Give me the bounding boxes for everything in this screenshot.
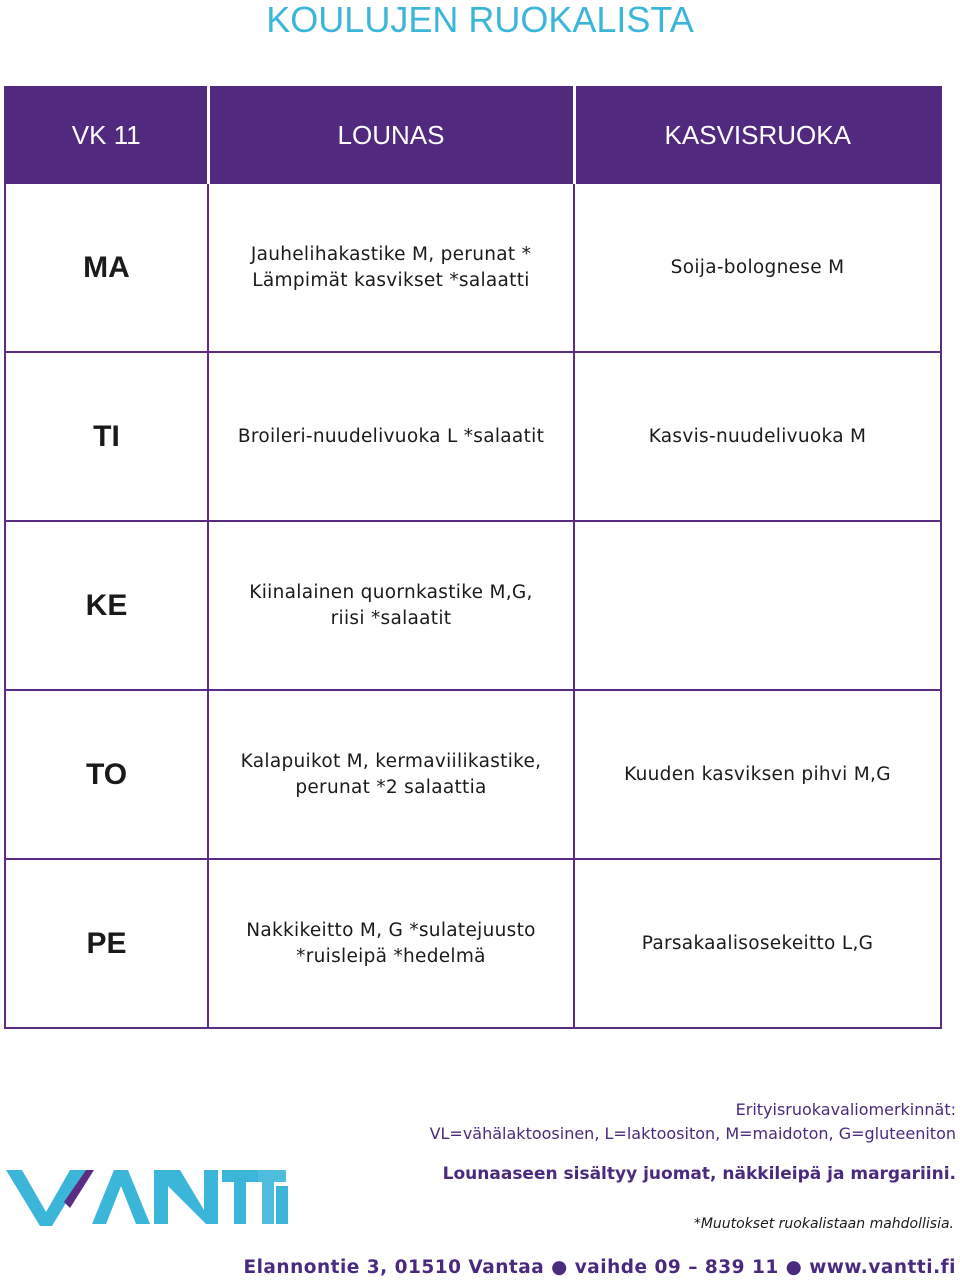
footer-address: Elannontie 3, 01510 Vantaa ● vaihde 09 – 839 11 ● www.vantti.fi [243, 1257, 956, 1278]
logo-letter-n1 [154, 1170, 168, 1224]
diet-legend: VL=vähälaktoosinen, L=laktoositon, M=maidoton, G=gluteeniton [429, 1124, 956, 1143]
week-header: VK 11 [5, 87, 208, 183]
menu-row-ti [5, 352, 941, 521]
lunch-dish-line: Broileri-nuudelivuoka L *salaatit [237, 425, 545, 447]
lunch-dish-cell [208, 183, 574, 352]
diet-notes [430, 1098, 956, 1146]
veg-dish-line: Kasvis-nuudelivuoka M [648, 425, 867, 447]
day-label: TO [5, 690, 208, 859]
logo-letter-a [92, 1170, 150, 1224]
diet-title: Erityisruokavaliomerkinnät: [735, 1100, 956, 1119]
lunch-dish-cell [208, 521, 574, 690]
page-title: KOULUJEN RUOKALISTA [266, 0, 694, 40]
veg-dish-cell [574, 690, 941, 859]
changes-note: *Muutokset ruokalistaan mahdollisia. [693, 1216, 954, 1232]
lunch-dish-cell [208, 352, 574, 521]
lunch-dish-line: Kalapuikot M, kermaviilikastike, [240, 750, 542, 772]
lunch-dish-line: Jauhelihakastike M, perunat * [250, 243, 532, 265]
veg-header: KASVISRUOKA [574, 87, 941, 183]
day-label: KE [5, 521, 208, 690]
day-label: MA [5, 183, 208, 352]
lunch-dish-line: perunat *2 salaattia [295, 776, 487, 798]
logo-letter-n2 [168, 1170, 218, 1224]
lunch-dish-line: riisi *salaatit [330, 607, 452, 629]
lunch-dish-line: Nakkikeitto M, G *sulatejuusto [246, 919, 536, 941]
included-note: Lounaaseen sisältyy juomat, näkkileipä ja margariini. [442, 1164, 956, 1184]
lunch-dish-cell [208, 859, 574, 1028]
logo-letter-i [276, 1186, 288, 1224]
menu-table [4, 86, 942, 1029]
menu-row-to [5, 690, 941, 859]
veg-dish-cell [574, 859, 941, 1028]
veg-dish-cell [574, 183, 941, 352]
lunch-dish-line: Kiinalainen quornkastike M,G, [249, 581, 533, 603]
menu-header-row [5, 87, 941, 183]
lunch-header: LOUNAS [208, 87, 574, 183]
veg-dish-line: Kuuden kasviksen pihvi M,G [624, 763, 891, 785]
lunch-dish-line: *ruisleipä *hedelmä [296, 945, 486, 967]
veg-dish-line: Parsakaalisosekeitto L,G [641, 932, 874, 954]
veg-dish-line: Soija-bolognese M [670, 256, 845, 278]
veg-dish-cell [574, 352, 941, 521]
menu-row-ke [5, 521, 941, 690]
day-label: PE [5, 859, 208, 1028]
lunch-dish-line: Lämpimät kasvikset *salaatti [252, 269, 530, 291]
veg-dish-cell [574, 521, 941, 690]
menu-row-ma [5, 183, 941, 352]
menu-row-pe [5, 859, 941, 1028]
day-label: TI [5, 352, 208, 521]
vantti-logo [4, 1162, 290, 1232]
lunch-dish-cell [208, 690, 574, 859]
